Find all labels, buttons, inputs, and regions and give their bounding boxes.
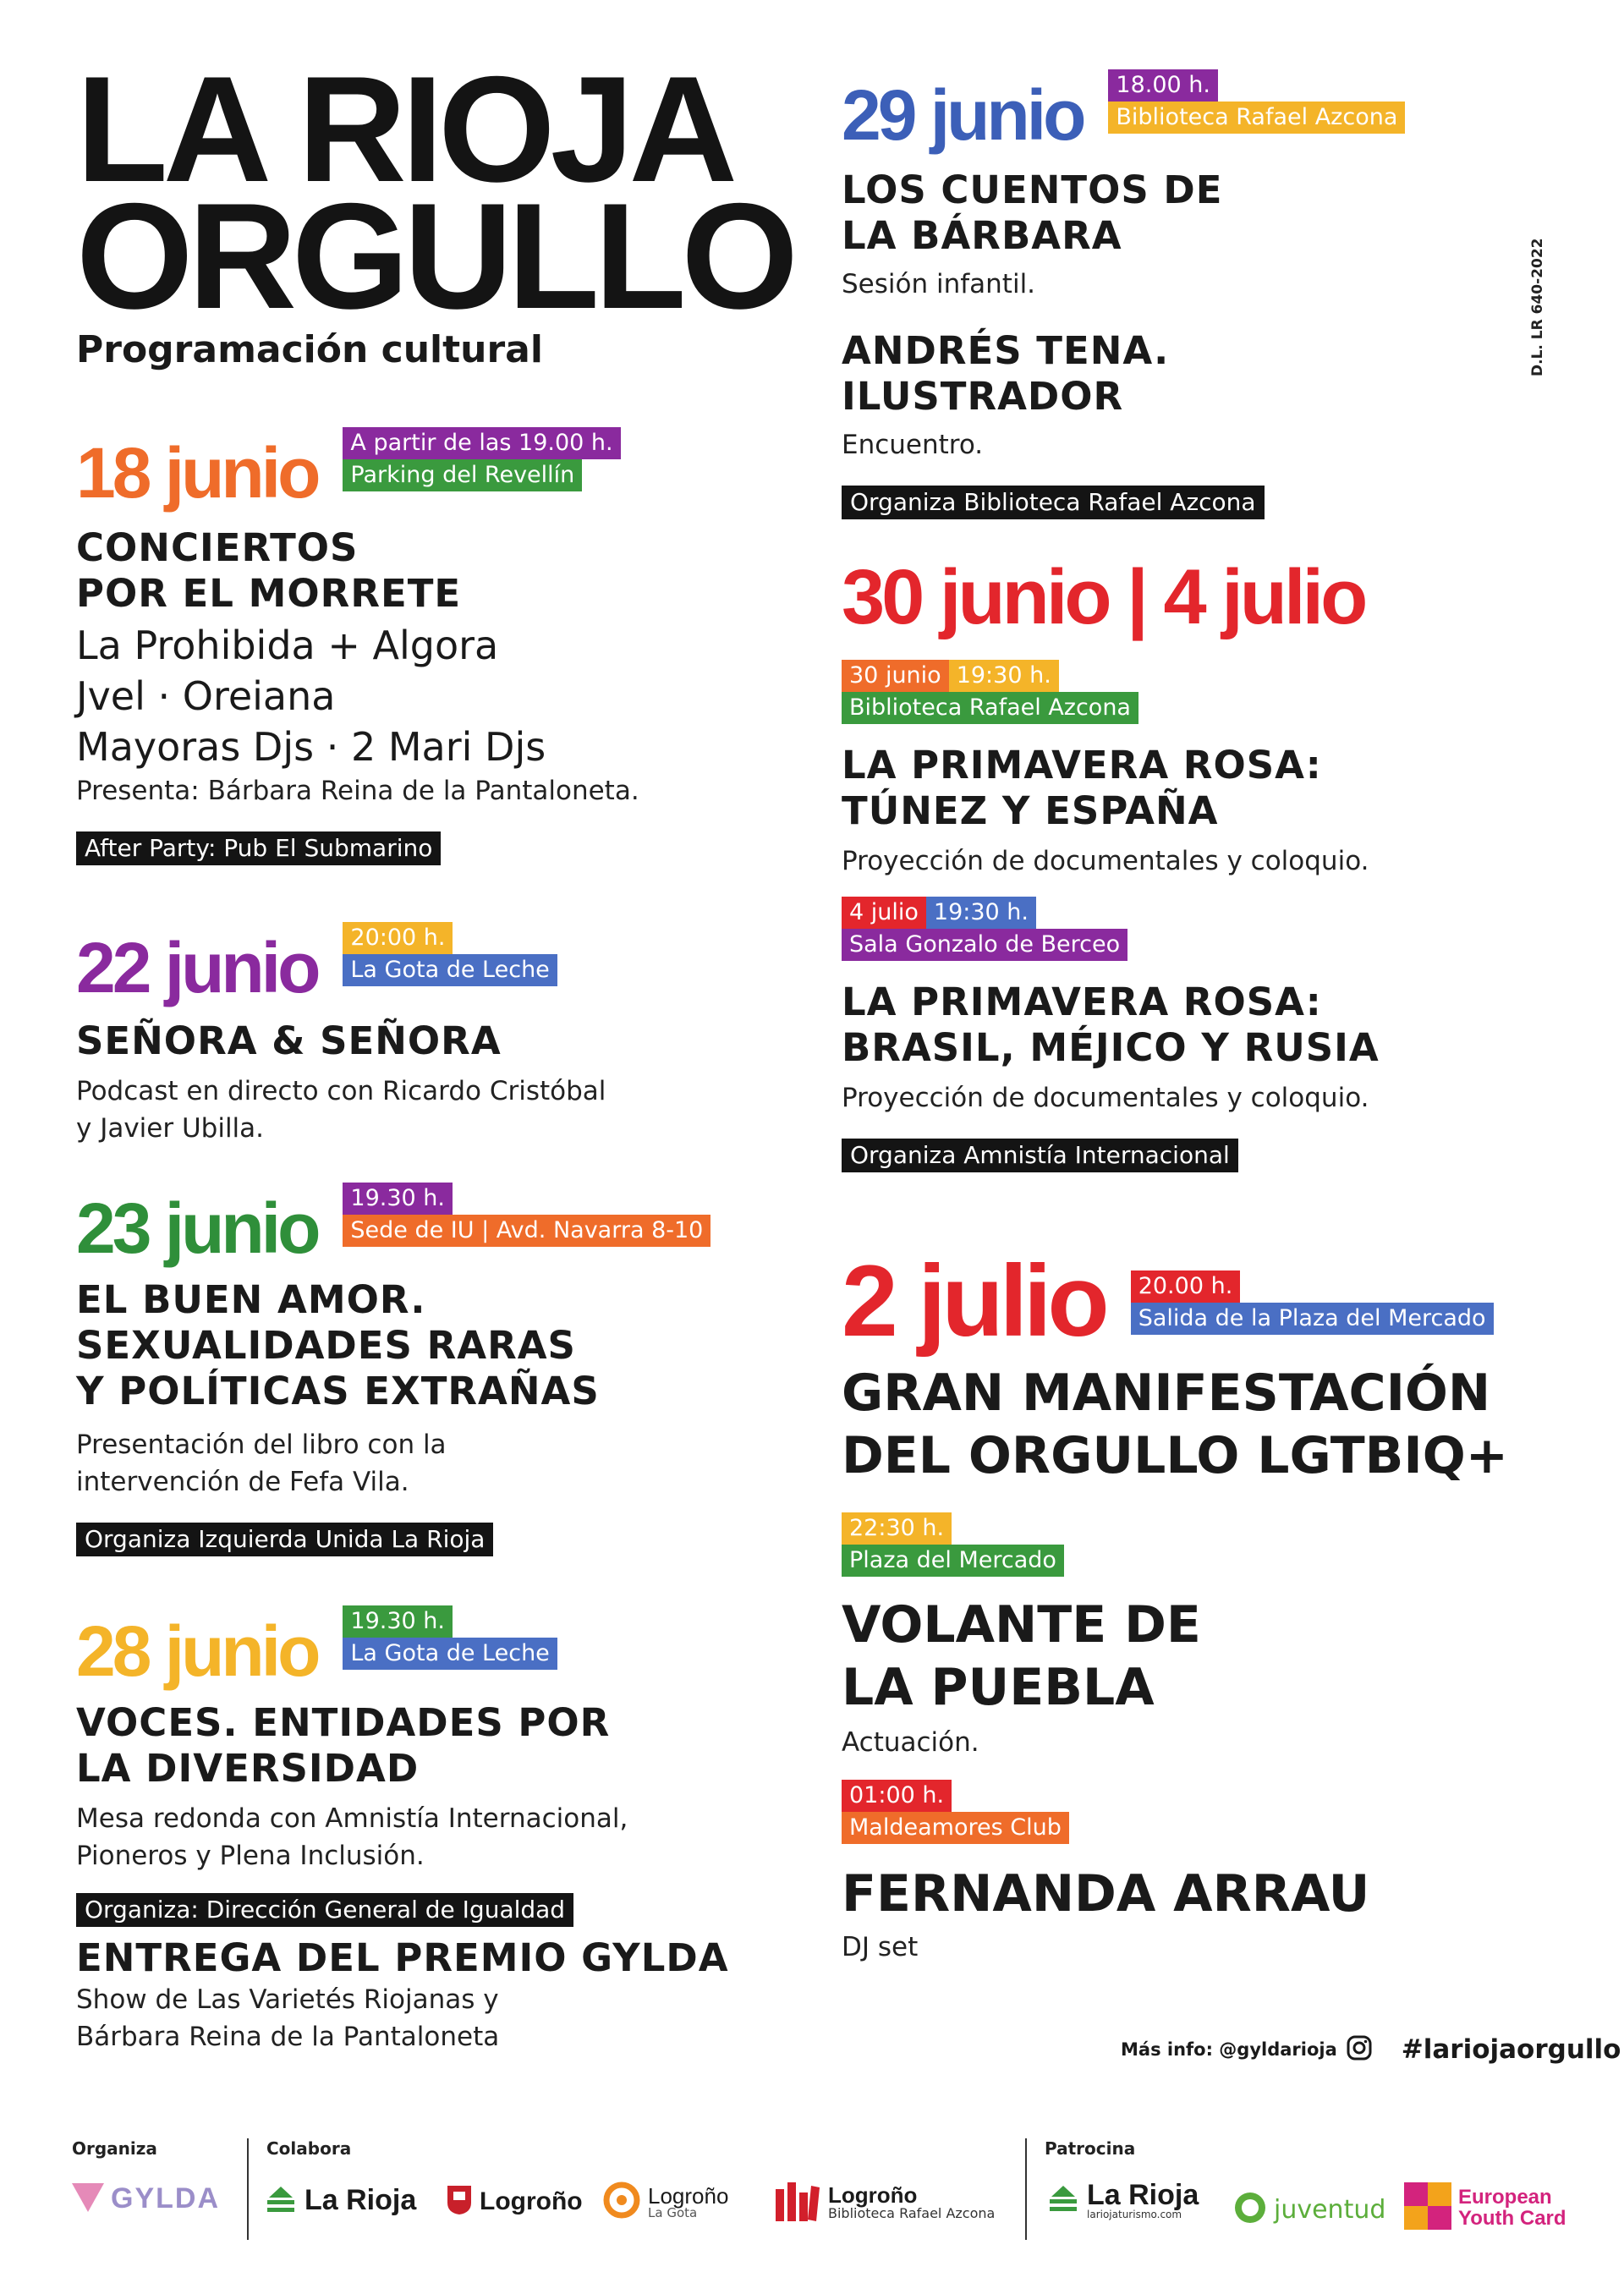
- event-title: DEL ORGULLO LGTBIQ+: [842, 1426, 1508, 1485]
- event-title: LA DIVERSIDAD: [76, 1746, 420, 1791]
- event-description: Show de Las Varietés Riojanas y: [76, 1984, 499, 2015]
- event-title: ENTREGA DEL PREMIO GYLDA: [76, 1935, 729, 1980]
- event-description: Mesa redonda con Amnistía Internacional,: [76, 1803, 628, 1834]
- european-youth-card-logo: European Youth Card: [1404, 2182, 1566, 2233]
- time-tag: 18.00 h.: [1108, 69, 1218, 102]
- event-30-junio-4-julio: [842, 554, 1561, 1172]
- time-tag: 22:30 h.: [842, 1512, 952, 1545]
- info-line: [1121, 2034, 1621, 2065]
- header: [76, 45, 793, 371]
- circle-icon: [602, 2181, 641, 2223]
- gylda-logo: GYLDA: [72, 2182, 220, 2215]
- lineup-line: Mayoras Djs · 2 Mari Djs: [76, 724, 546, 770]
- date-tag: 30 junio: [842, 660, 949, 692]
- venue-tag: Sede de IU | Avd. Navarra 8-10: [343, 1215, 710, 1247]
- venue-tag: Biblioteca Rafael Azcona: [842, 692, 1138, 724]
- la-rioja-logo: La Rioja: [264, 2184, 416, 2217]
- time-tag: A partir de las 19.00 h.: [343, 427, 620, 459]
- event-title: SEÑORA & SEÑORA: [76, 1018, 502, 1063]
- date-tag: 4 julio: [842, 897, 926, 929]
- footer-label-patrocina: Patrocina: [1045, 2138, 1136, 2159]
- venue-tag: Sala Gonzalo de Berceo: [842, 929, 1127, 961]
- event-description: Proyección de documentales y coloquio.: [842, 846, 1369, 876]
- logrono-biblioteca-logo: Logroño Biblioteca Rafael Azcona: [774, 2181, 995, 2225]
- date-2-julio: 2 julio: [842, 1244, 1106, 1358]
- date-18-junio: 18 junio: [76, 433, 318, 513]
- date-29-junio: 29 junio: [842, 75, 1084, 155]
- time-tag: 01:00 h.: [842, 1780, 952, 1812]
- juventud-logo: juventud: [1233, 2191, 1385, 2228]
- event-title: CONCIERTOS: [76, 525, 359, 570]
- event-title: BRASIL, MÉJICO Y RUSIA: [842, 1025, 1380, 1070]
- event-description: Pioneros y Plena Inclusión.: [76, 1841, 425, 1871]
- event-title: LA PUEBLA: [842, 1658, 1155, 1717]
- organizer-badge: Organiza Izquierda Unida La Rioja: [76, 1523, 493, 1556]
- subtitle: Programación cultural: [76, 328, 543, 371]
- event-description: Encuentro.: [842, 430, 984, 460]
- footer-divider: [247, 2138, 249, 2240]
- organizer-badge: Organiza: Dirección General de Igualdad: [76, 1893, 573, 1927]
- event-description: Sesión infantil.: [842, 269, 1036, 299]
- eyc-icon: [1404, 2182, 1451, 2233]
- more-info-text: Más info: @gyldarioja: [1121, 2039, 1337, 2060]
- event-title: LA BÁRBARA: [842, 213, 1122, 258]
- event-23-junio: [76, 1183, 837, 1556]
- lineup-line: La Prohibida + Algora: [76, 623, 499, 668]
- legal-deposit: D.L. LR 640-2022: [1529, 238, 1546, 376]
- instagram-icon: [1346, 2034, 1373, 2065]
- la-rioja-emblem-icon: [1046, 2184, 1080, 2216]
- event-title: ANDRÉS TENA.: [842, 328, 1170, 373]
- venue-tag: Plaza del Mercado: [842, 1545, 1064, 1577]
- date-22-junio: 22 junio: [76, 928, 318, 1007]
- time-tag: 19:30 h.: [949, 660, 1059, 692]
- venue-tag: Biblioteca Rafael Azcona: [1108, 102, 1405, 134]
- footer-label-organiza: Organiza: [72, 2138, 157, 2159]
- event-title: FERNANDA ARRAU: [842, 1864, 1370, 1924]
- main-title-line2: ORGULLO: [76, 172, 793, 340]
- event-title: POR EL MORRETE: [76, 571, 462, 616]
- event-title: GRAN MANIFESTACIÓN: [842, 1364, 1491, 1423]
- date-30-junio-4-julio: 30 junio | 4 julio: [842, 554, 1365, 640]
- event-description: Podcast en directo con Ricardo Cristóbal: [76, 1076, 606, 1106]
- event-title: LA PRIMAVERA ROSA:: [842, 743, 1322, 788]
- logrono-logo: Logroño: [446, 2184, 583, 2220]
- la-rioja-emblem-icon: [264, 2185, 298, 2217]
- event-title: ILUSTRADOR: [842, 374, 1124, 419]
- logrono-la-gota-logo: Logroño La Gota: [602, 2181, 728, 2223]
- event-description: Presentación del libro con la: [76, 1430, 447, 1460]
- event-title: Y POLÍTICAS EXTRAÑAS: [76, 1369, 600, 1413]
- organizer-badge: Organiza Biblioteca Rafael Azcona: [842, 486, 1265, 519]
- books-icon: [774, 2181, 821, 2225]
- la-rioja-turismo-logo: La Rioja lariojaturismo.com: [1046, 2181, 1199, 2220]
- event-title: TÚNEZ Y ESPAÑA: [842, 788, 1219, 833]
- venue-tag: Salida de la Plaza del Mercado: [1131, 1303, 1494, 1335]
- venue-tag: Maldeamores Club: [842, 1812, 1069, 1844]
- event-title: EL BUEN AMOR.: [76, 1277, 426, 1322]
- event-description: y Javier Ubilla.: [76, 1113, 265, 1144]
- time-tag: 20.00 h.: [1131, 1270, 1241, 1303]
- footer-divider: [1025, 2138, 1027, 2240]
- event-description: Proyección de documentales y coloquio.: [842, 1083, 1369, 1113]
- juventud-circle-icon: [1233, 2191, 1267, 2228]
- time-tag: 20:00 h.: [343, 922, 453, 954]
- event-22-junio: [76, 922, 837, 1147]
- venue-tag: La Gota de Leche: [343, 1638, 557, 1670]
- shield-icon: [446, 2184, 473, 2220]
- date-28-junio: 28 junio: [76, 1611, 318, 1691]
- event-title: VOCES. ENTIDADES POR: [76, 1700, 611, 1745]
- presenter-text: Presenta: Bárbara Reina de la Pantaloneta.: [76, 776, 639, 806]
- event-2-julio: [842, 1244, 1586, 1966]
- time-tag: 19.30 h.: [343, 1183, 453, 1215]
- event-description: DJ set: [842, 1932, 919, 1962]
- triangle-icon: [72, 2183, 104, 2215]
- event-18-junio: [76, 427, 837, 865]
- event-description: Actuación.: [842, 1727, 979, 1758]
- event-29-junio: [842, 69, 1561, 519]
- event-28-junio: [76, 1605, 837, 2055]
- event-title: LA PRIMAVERA ROSA:: [842, 980, 1322, 1024]
- venue-tag: La Gota de Leche: [343, 954, 557, 986]
- time-tag: 19.30 h.: [343, 1605, 453, 1638]
- hashtag-text: #lariojaorgullo: [1401, 2034, 1621, 2065]
- main-title-line1: LA RIOJA: [76, 45, 733, 213]
- time-tag: 19:30 h.: [926, 897, 1036, 929]
- event-description: intervención de Fefa Vila.: [76, 1467, 409, 1497]
- venue-tag: Parking del Revellín: [343, 459, 582, 491]
- footer-label-colabora: Colabora: [266, 2138, 352, 2159]
- lineup-line: Jvel · Oreiana: [76, 673, 336, 719]
- date-23-junio: 23 junio: [76, 1188, 318, 1268]
- event-title: SEXUALIDADES RARAS: [76, 1323, 576, 1368]
- organizer-badge: Organiza Amnistía Internacional: [842, 1139, 1238, 1172]
- event-description: Bárbara Reina de la Pantaloneta: [76, 2022, 500, 2052]
- event-title: VOLANTE DE: [842, 1595, 1201, 1655]
- after-party-badge: After Party: Pub El Submarino: [76, 831, 441, 865]
- event-title: LOS CUENTOS DE: [842, 167, 1223, 212]
